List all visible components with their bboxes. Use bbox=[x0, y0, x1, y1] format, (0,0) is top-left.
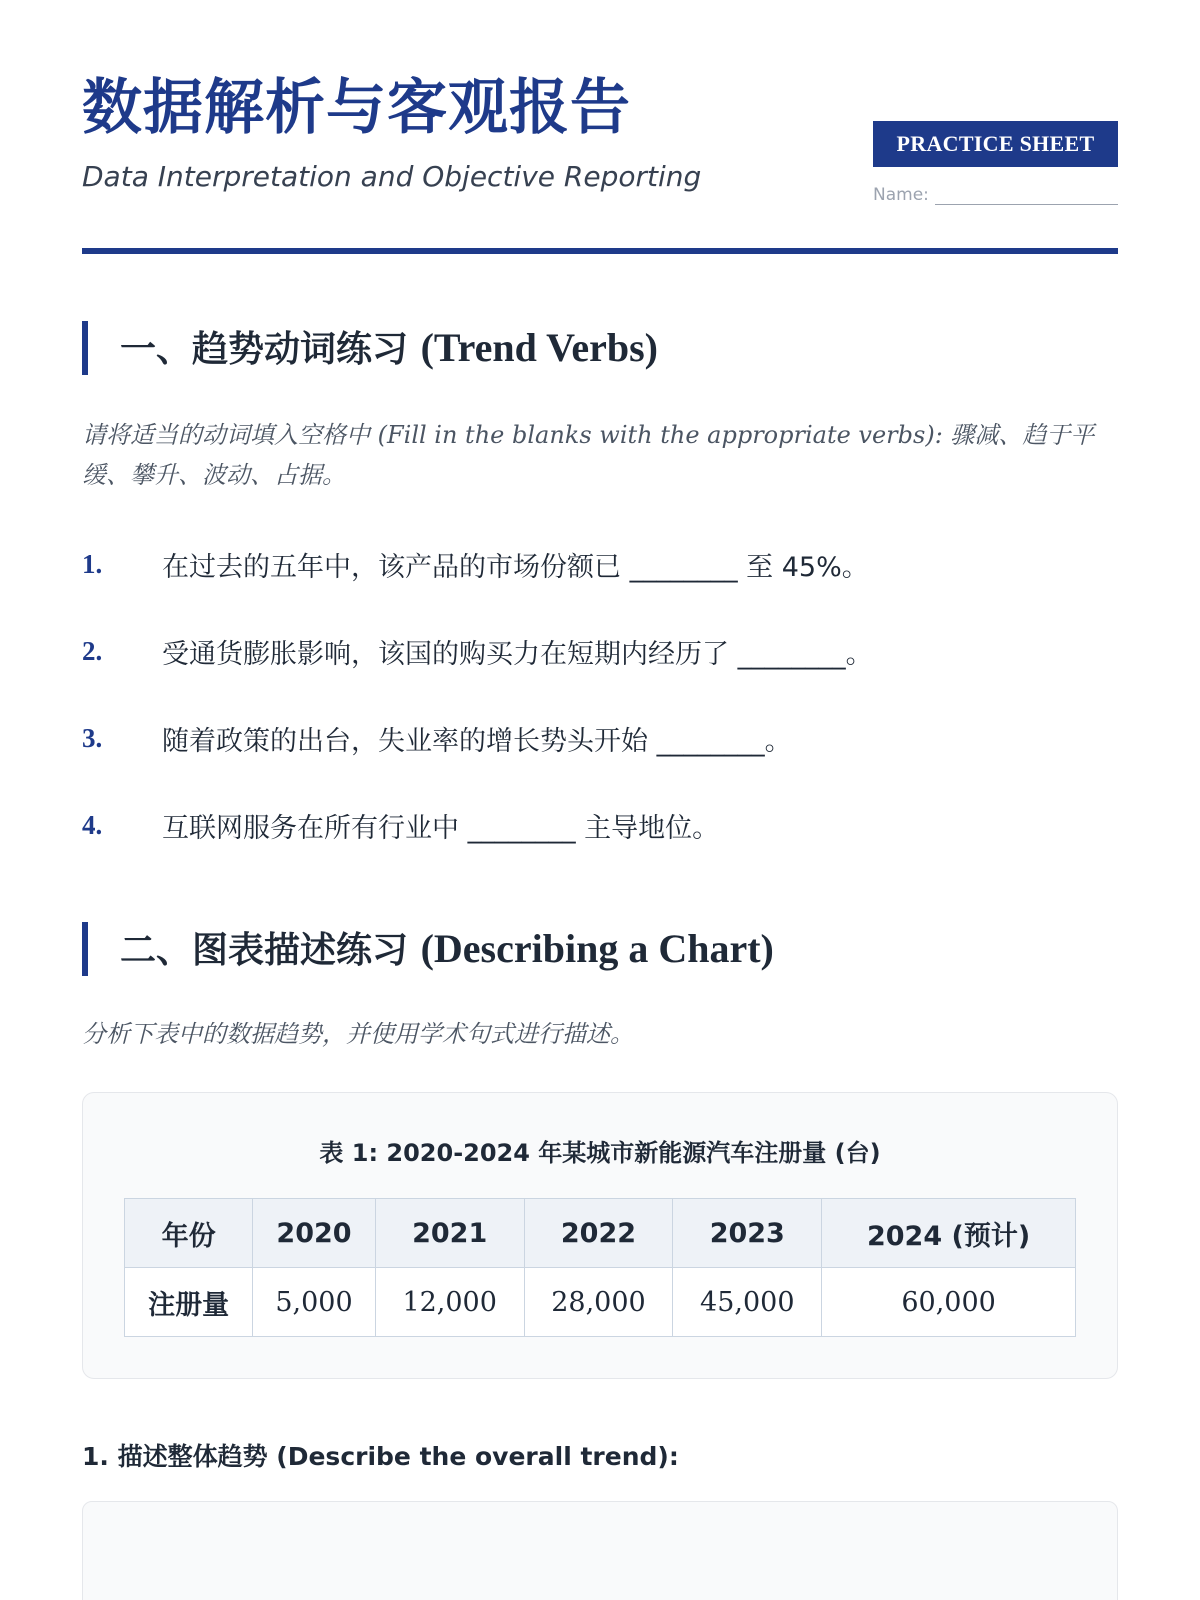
table-header-cell: 2024 (预计) bbox=[822, 1199, 1076, 1268]
section-1-heading bbox=[82, 321, 1118, 375]
table-header-cell: 2020 bbox=[253, 1199, 376, 1268]
answer-box[interactable] bbox=[82, 1501, 1118, 1600]
name-label: Name: bbox=[873, 185, 929, 205]
header-divider bbox=[82, 248, 1118, 254]
question-text: 互联网服务在所有行业中 ________ 主导地位。 bbox=[162, 813, 720, 844]
section-2-heading-zh: 二、图表描述练习 bbox=[120, 930, 409, 971]
table-cell: 45,000 bbox=[673, 1268, 822, 1337]
section-1-heading-en: (Trend Verbs) bbox=[420, 325, 659, 370]
question-number: 2. bbox=[82, 636, 103, 666]
section-2-heading-en: (Describing a Chart) bbox=[420, 926, 774, 971]
meta-block bbox=[873, 121, 1118, 205]
table-row bbox=[125, 1268, 1076, 1337]
list-item bbox=[82, 608, 1118, 695]
section-1-instruction: 请将适当的动词填入空格中 (Fill in the blanks with the appropriate verbs): 骤减、趋于平缓、攀升、波动、占据。 bbox=[82, 421, 1095, 489]
title-block bbox=[82, 73, 702, 193]
table-cell: 28,000 bbox=[524, 1268, 673, 1337]
list-item bbox=[82, 782, 1118, 869]
question-number: 3. bbox=[82, 723, 103, 753]
name-field[interactable] bbox=[873, 185, 1118, 205]
list-item bbox=[82, 695, 1118, 782]
registration-table bbox=[124, 1198, 1076, 1337]
table-caption: 表 1: 2020-2024 年某城市新能源汽车注册量 (台) bbox=[319, 1139, 881, 1167]
section-trend-verbs bbox=[82, 321, 1118, 869]
section-describing-chart bbox=[82, 922, 1118, 1600]
practice-sheet-badge: PRACTICE SHEET bbox=[873, 121, 1118, 167]
table-header-cell: 2023 bbox=[673, 1199, 822, 1268]
page-title: 数据解析与客观报告 bbox=[82, 73, 631, 143]
name-underline[interactable] bbox=[935, 188, 1118, 205]
question-number: 4. bbox=[82, 810, 103, 840]
question-number: 1. bbox=[82, 549, 103, 579]
table-header-cell: 2021 bbox=[375, 1199, 524, 1268]
table-header-cell: 2022 bbox=[524, 1199, 673, 1268]
question-text: 随着政策的出台，失业率的增长势头开始 ________。 bbox=[162, 726, 792, 757]
page-subtitle: Data Interpretation and Objective Reporting bbox=[82, 160, 702, 193]
table-row-label: 注册量 bbox=[125, 1268, 253, 1337]
table-cell: 12,000 bbox=[375, 1268, 524, 1337]
table-header-cell: 年份 bbox=[125, 1199, 253, 1268]
table-card bbox=[82, 1092, 1118, 1379]
question-list bbox=[82, 521, 1118, 869]
page-header bbox=[82, 0, 1118, 255]
table-cell: 5,000 bbox=[253, 1268, 376, 1337]
section-2-heading bbox=[82, 922, 1118, 976]
question-text: 受通货膨胀影响，该国的购买力在短期内经历了 ________。 bbox=[162, 639, 873, 670]
list-item bbox=[82, 521, 1118, 608]
sub-question-overall-trend: 1. 描述整体趋势 (Describe the overall trend): bbox=[82, 1442, 679, 1471]
section-2-instruction: 分析下表中的数据趋势，并使用学术句式进行描述。 bbox=[82, 1020, 634, 1048]
question-text: 在过去的五年中，该产品的市场份额已 ________ 至 45%。 bbox=[162, 552, 869, 583]
table-cell: 60,000 bbox=[822, 1268, 1076, 1337]
section-1-heading-zh: 一、趋势动词练习 bbox=[120, 329, 409, 370]
table-header-row bbox=[125, 1199, 1076, 1268]
